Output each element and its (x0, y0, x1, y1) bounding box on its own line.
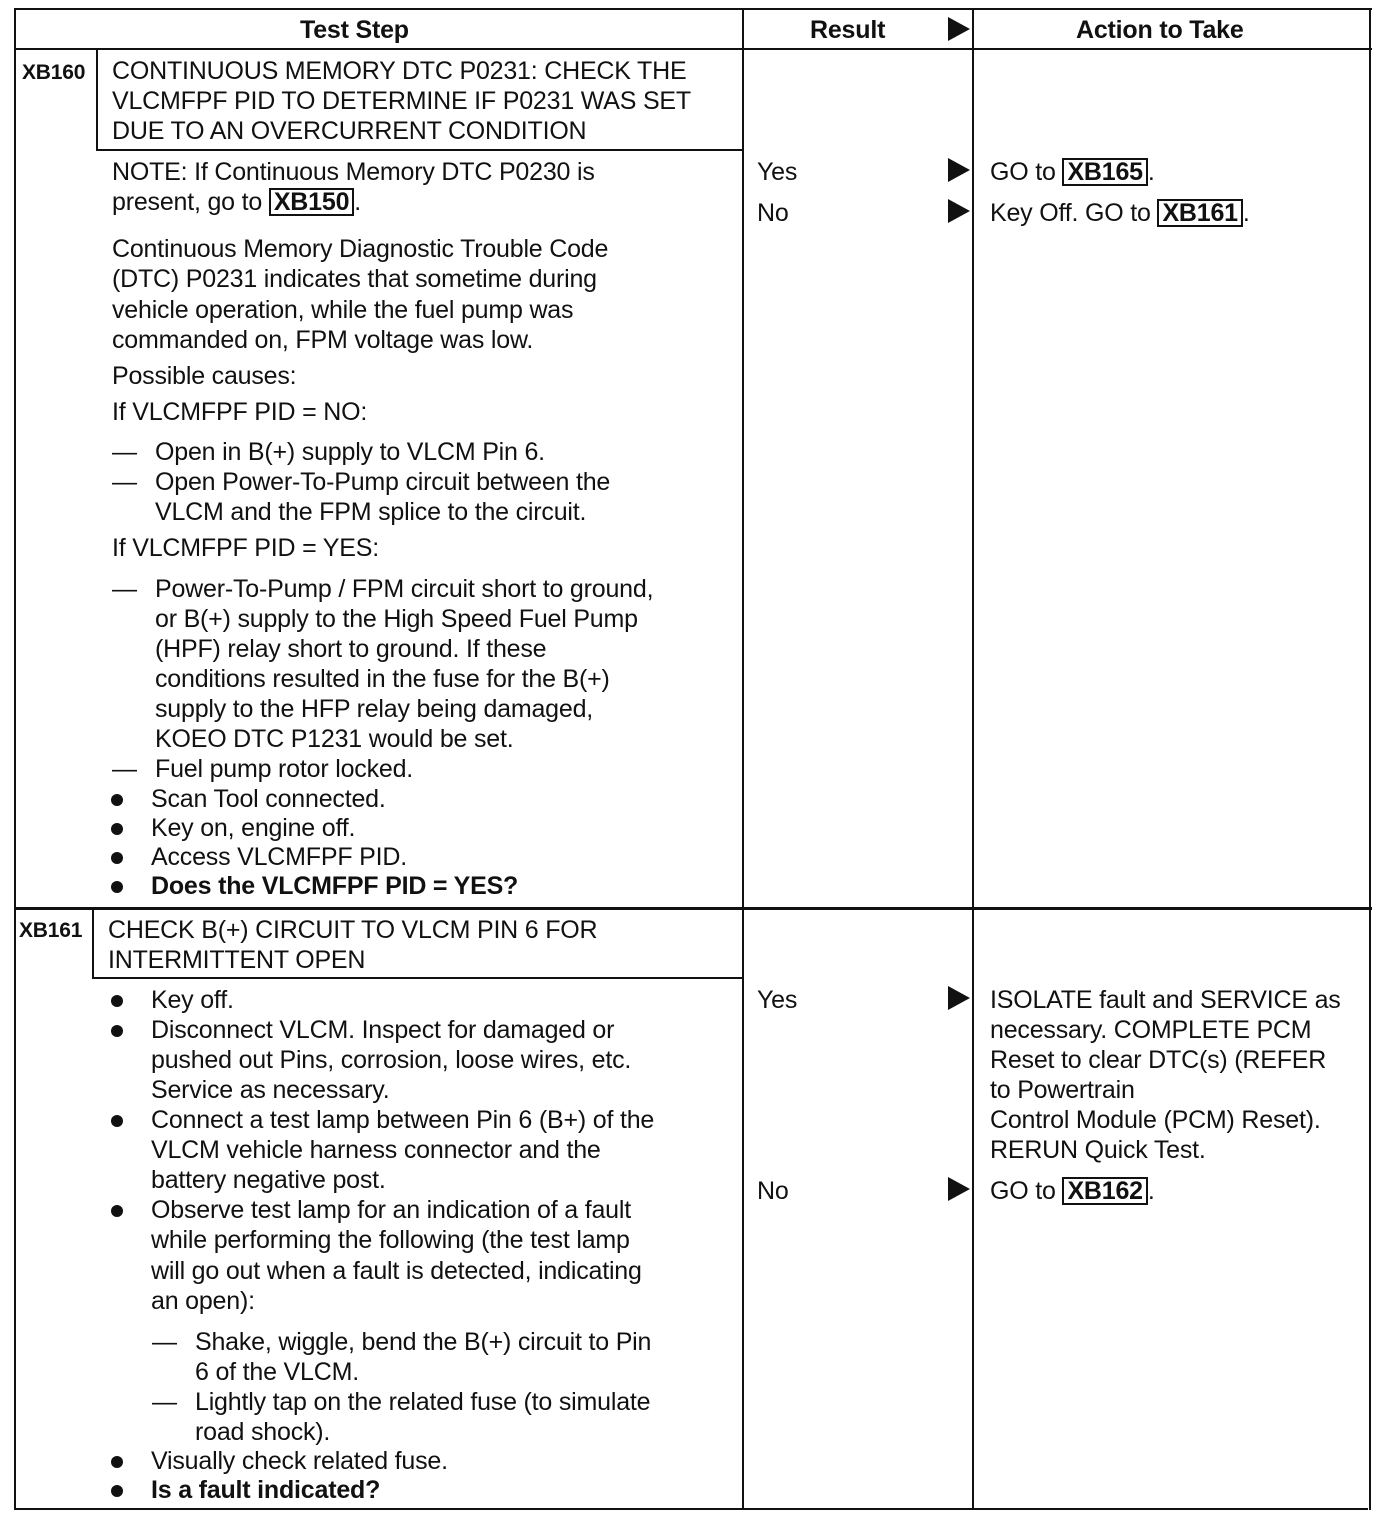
procedure-step: Scan Tool connected. (151, 785, 386, 813)
procedure-step: will go out when a fault is detected, indicating (151, 1257, 642, 1285)
procedure-step: Connect a test lamp between Pin 6 (B+) of the (151, 1106, 655, 1134)
arrow-icon (948, 1177, 970, 1201)
result-yes-xb161: Yes (757, 986, 798, 1014)
possible-causes-label: Possible causes: (112, 362, 297, 390)
procedure-step: Key on, engine off. (151, 814, 356, 842)
action-no-xb160: Key Off. GO to XB161 . (990, 199, 1250, 227)
action-yes-xb161: ISOLATE fault and SERVICE as (990, 986, 1341, 1014)
action-yes-xb161: necessary. COMPLETE PCM (990, 1016, 1312, 1044)
cause-item: Fuel pump rotor locked. (155, 755, 414, 783)
step-code-xb161: XB161 (19, 919, 83, 942)
reference-link-xb165[interactable]: XB165 (1062, 158, 1147, 186)
code-column-rule-xb160 (96, 48, 98, 150)
bullet-icon (111, 1485, 123, 1497)
procedure-step: while performing the following (the test lamp (151, 1226, 630, 1254)
cause-item: Open in B(+) supply to VLCM Pin 6. (155, 438, 545, 466)
sub-step: Shake, wiggle, bend the B(+) circuit to Pin (195, 1328, 652, 1356)
step-title-xb161: INTERMITTENT OPEN (108, 946, 366, 974)
cause-item: Power-To-Pump / FPM circuit short to ground, (155, 575, 654, 603)
arrow-icon (948, 986, 970, 1010)
procedure-step: Visually check related fuse. (151, 1447, 448, 1475)
bullet-icon (111, 823, 123, 835)
note-text: present, go to XB150 . (112, 188, 362, 216)
step-code-xb160: XB160 (22, 61, 86, 84)
cause-item: (HPF) relay short to ground. If these (155, 635, 547, 663)
table-border-right (1369, 8, 1371, 1510)
header-result: Result (810, 16, 886, 44)
sub-step: 6 of the VLCM. (195, 1358, 359, 1386)
result-no-xb161: No (757, 1177, 789, 1205)
condition-label: If VLCMFPF PID = YES: (112, 534, 379, 562)
bullet-icon (111, 1205, 123, 1217)
reference-link-xb162[interactable]: XB162 (1062, 1177, 1147, 1205)
procedure-step: Access VLCMFPF PID. (151, 843, 407, 871)
row-divider (14, 907, 1372, 910)
action-yes-xb161: to Powertrain (990, 1076, 1135, 1104)
sub-step: Lightly tap on the related fuse (to simulate (195, 1388, 651, 1416)
sub-step: road shock). (195, 1418, 331, 1446)
cause-item: Open Power-To-Pump circuit between the (155, 468, 611, 496)
cause-item: supply to the HFP relay being damaged, (155, 695, 594, 723)
title-underline-xb160 (96, 149, 744, 151)
procedure-step: Key off. (151, 986, 234, 1014)
action-yes-xb160: GO to XB165 . (990, 158, 1155, 186)
dash-icon: — (112, 468, 137, 496)
dash-icon: — (112, 575, 137, 603)
note-text: NOTE: If Continuous Memory DTC P0230 is (112, 158, 595, 186)
bullet-icon (111, 1456, 123, 1468)
condition-label: If VLCMFPF PID = NO: (112, 398, 368, 426)
procedure-step: VLCM vehicle harness connector and the (151, 1136, 601, 1164)
result-no-xb160: No (757, 199, 789, 227)
reference-link-xb161[interactable]: XB161 (1157, 199, 1242, 227)
title-underline-xb161 (92, 977, 744, 979)
procedure-step: battery negative post. (151, 1166, 386, 1194)
step-question: Does the VLCMFPF PID = YES? (151, 872, 519, 900)
dash-icon: — (152, 1328, 177, 1356)
header-action: Action to Take (1076, 16, 1244, 44)
header-test-step: Test Step (300, 16, 409, 44)
bullet-icon (111, 1025, 123, 1037)
code-column-rule-xb161 (92, 909, 94, 979)
result-column-rule (742, 8, 744, 1510)
bullet-icon (111, 1115, 123, 1127)
action-yes-xb161: Control Module (PCM) Reset). (990, 1106, 1321, 1134)
action-no-xb161: GO to XB162 . (990, 1177, 1155, 1205)
action-column-rule (972, 8, 974, 1510)
procedure-step: Service as necessary. (151, 1076, 390, 1104)
table-border-top (14, 8, 1372, 10)
header-rule (14, 48, 1372, 50)
table-border-left (14, 8, 16, 1510)
dash-icon: — (152, 1388, 177, 1416)
cause-item: KOEO DTC P1231 would be set. (155, 725, 514, 753)
step-title-xb161: CHECK B(+) CIRCUIT TO VLCM PIN 6 FOR (108, 916, 598, 944)
step-title-xb160: DUE TO AN OVERCURRENT CONDITION (112, 117, 587, 145)
cause-item: VLCM and the FPM splice to the circuit. (155, 498, 587, 526)
procedure-step: Observe test lamp for an indication of a fault (151, 1196, 631, 1224)
action-yes-xb161: RERUN Quick Test. (990, 1136, 1206, 1164)
description-text: commanded on, FPM voltage was low. (112, 326, 534, 354)
step-question: Is a fault indicated? (151, 1476, 381, 1504)
bullet-icon (111, 794, 123, 806)
reference-link-xb150[interactable]: XB150 (269, 188, 354, 216)
step-title-xb160: CONTINUOUS MEMORY DTC P0231: CHECK THE (112, 57, 687, 85)
table-border-bottom (14, 1508, 1368, 1510)
dash-icon: — (112, 755, 137, 783)
header-arrow-icon (948, 17, 970, 41)
arrow-icon (948, 199, 970, 223)
dash-icon: — (112, 438, 137, 466)
cause-item: or B(+) supply to the High Speed Fuel Pump (155, 605, 638, 633)
bullet-icon (111, 881, 123, 893)
bullet-icon (111, 995, 123, 1007)
description-text: vehicle operation, while the fuel pump was (112, 296, 574, 324)
description-text: (DTC) P0231 indicates that sometime during (112, 265, 597, 293)
description-text: Continuous Memory Diagnostic Trouble Code (112, 235, 609, 263)
bullet-icon (111, 852, 123, 864)
step-title-xb160: VLCMFPF PID TO DETERMINE IF P0231 WAS SET (112, 87, 691, 115)
action-yes-xb161: Reset to clear DTC(s) (REFER (990, 1046, 1327, 1074)
cause-item: conditions resulted in the fuse for the B(+) (155, 665, 610, 693)
procedure-step: Disconnect VLCM. Inspect for damaged or (151, 1016, 615, 1044)
procedure-step: pushed out Pins, corrosion, loose wires, etc. (151, 1046, 632, 1074)
procedure-step: an open): (151, 1287, 255, 1315)
arrow-icon (948, 158, 970, 182)
result-yes-xb160: Yes (757, 158, 798, 186)
